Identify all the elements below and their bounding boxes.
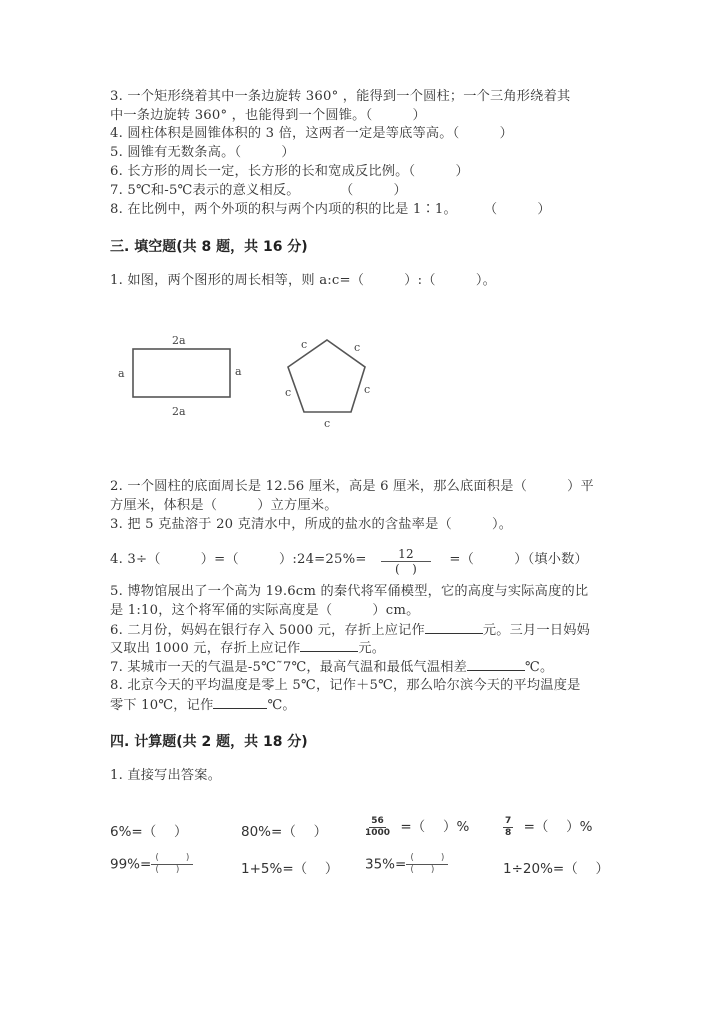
svg-text:c: c — [285, 386, 292, 399]
fill-q5-line1: 5. 博物馆展出了一个高为 19.6cm 的秦代将军俑模型，它的高度与实际高度的比 — [110, 584, 589, 599]
svg-text:2a: 2a — [172, 405, 186, 418]
fill-q4 — [110, 545, 588, 574]
calc-item-6-percent: 6%=（ ） — [110, 824, 188, 840]
judgment-q4: 4. 圆柱体积是圆锥体积的 3 倍，这两者一定是等底等高。（ ） — [110, 126, 513, 141]
fill-section-heading: 三. 填空题(共 8 题，共 16 分) — [110, 239, 308, 255]
calc-item-7-over-8: $\frac{7}{8}$ =（ ）% — [505, 815, 593, 838]
judgment-q3-line1: 3. 一个矩形绕着其中一条边旋转 360° ，能得到一个圆柱；一个三角形绕着其 — [110, 89, 571, 104]
geometry-figure — [105, 330, 385, 440]
svg-text:c: c — [354, 341, 361, 354]
calc-section-heading: 四. 计算题(共 2 题，共 18 分) — [110, 734, 308, 750]
answer-blank[interactable] — [213, 695, 267, 709]
fill-q4-fraction: $\frac{12}{( )}$ — [381, 547, 431, 576]
svg-text:c: c — [364, 383, 371, 396]
calc-item-80-percent: 80%=（ ） — [241, 824, 328, 840]
fill-q6-line1: 6. 二月份，妈妈在银行存入 5000 元，存折上应记作 元。三月一日妈妈 — [110, 620, 590, 640]
fill-q1: 1. 如图，两个图形的周长相等，则 a:c=（ ）:（ ）。 — [110, 273, 497, 288]
fill-q4-part2: =（ ）（填小数） — [449, 552, 588, 567]
answer-blank[interactable] — [467, 657, 525, 671]
judgment-q3-line2: 中一条边旋转 360° ，也能得到一个圆锥。（ ） — [110, 108, 426, 123]
answer-blank[interactable] — [300, 638, 358, 652]
svg-text:a: a — [118, 367, 125, 380]
fill-q3: 3. 把 5 克盐溶于 20 克清水中，所成的盐水的含盐率是（ ）。 — [110, 517, 513, 532]
svg-text:c: c — [301, 338, 308, 351]
fraction-56-1000: $\frac{56}{1000}$ — [365, 815, 391, 838]
fill-q8-line1: 8. 北京今天的平均温度是零上 5℃，记作＋5℃，那么哈尔滨今天的平均温度是 — [110, 678, 581, 693]
calc-item-35-percent: 35%= ( ) ( ) — [365, 853, 448, 876]
fill-q4-part1: 4. 3÷（ ）=（ ）:24=25%= — [110, 552, 367, 567]
fraction-7-8: $\frac{7}{8}$ — [505, 815, 512, 838]
answer-blank[interactable] — [425, 620, 483, 634]
fill-q5-line2: 是 1:10，这个将军俑的实际高度是（ ）cm。 — [110, 603, 420, 618]
fill-q6-line2: 又取出 1000 元，存折上应记作 元。 — [110, 638, 385, 658]
calc-item-99-percent: 99%= ( ) ( ) — [110, 853, 193, 876]
calc-item-56-over-1000: $\frac{56}{1000}$ =（ ）% — [365, 815, 470, 838]
calc-q1: 1. 直接写出答案。 — [110, 768, 222, 783]
fill-q2-line2: 方厘米，体积是（ ）立方厘米。 — [110, 498, 338, 513]
judgment-q7: 7. 5℃和-5℃表示的意义相反。 （ ） — [110, 183, 407, 198]
rectangle-figure — [118, 334, 242, 418]
calc-item-1-div-20-percent: 1÷20%=（ ） — [503, 861, 610, 877]
answer-fraction[interactable]: ( ) ( ) — [151, 853, 193, 876]
fill-q2-line1: 2. 一个圆柱的底面周长是 12.56 厘米，高是 6 厘米，那么底面积是（ ）平 — [110, 479, 594, 494]
fill-q7: 7. 某城市一天的气温是-5℃˜7℃，最高气温和最低气温相差 ℃。 — [110, 657, 553, 677]
judgment-q6: 6. 长方形的周长一定，长方形的长和宽成反比例。（ ） — [110, 164, 469, 179]
answer-fraction[interactable]: ( ) ( ) — [406, 853, 448, 876]
svg-text:c: c — [324, 417, 331, 430]
svg-text:a: a — [235, 365, 242, 378]
judgment-q8: 8. 在比例中，两个外项的积与两个内项的积的比是 1∶1。 （ ） — [110, 202, 551, 217]
calc-item-1-plus-5-percent: 1+5%=（ ） — [241, 861, 339, 877]
fill-q8-line2: 零下 10℃，记作 ℃。 — [110, 695, 296, 715]
svg-text:2a: 2a — [172, 334, 186, 347]
pentagon-figure — [285, 338, 370, 430]
judgment-q5: 5. 圆锥有无数条高。（ ） — [110, 145, 295, 160]
